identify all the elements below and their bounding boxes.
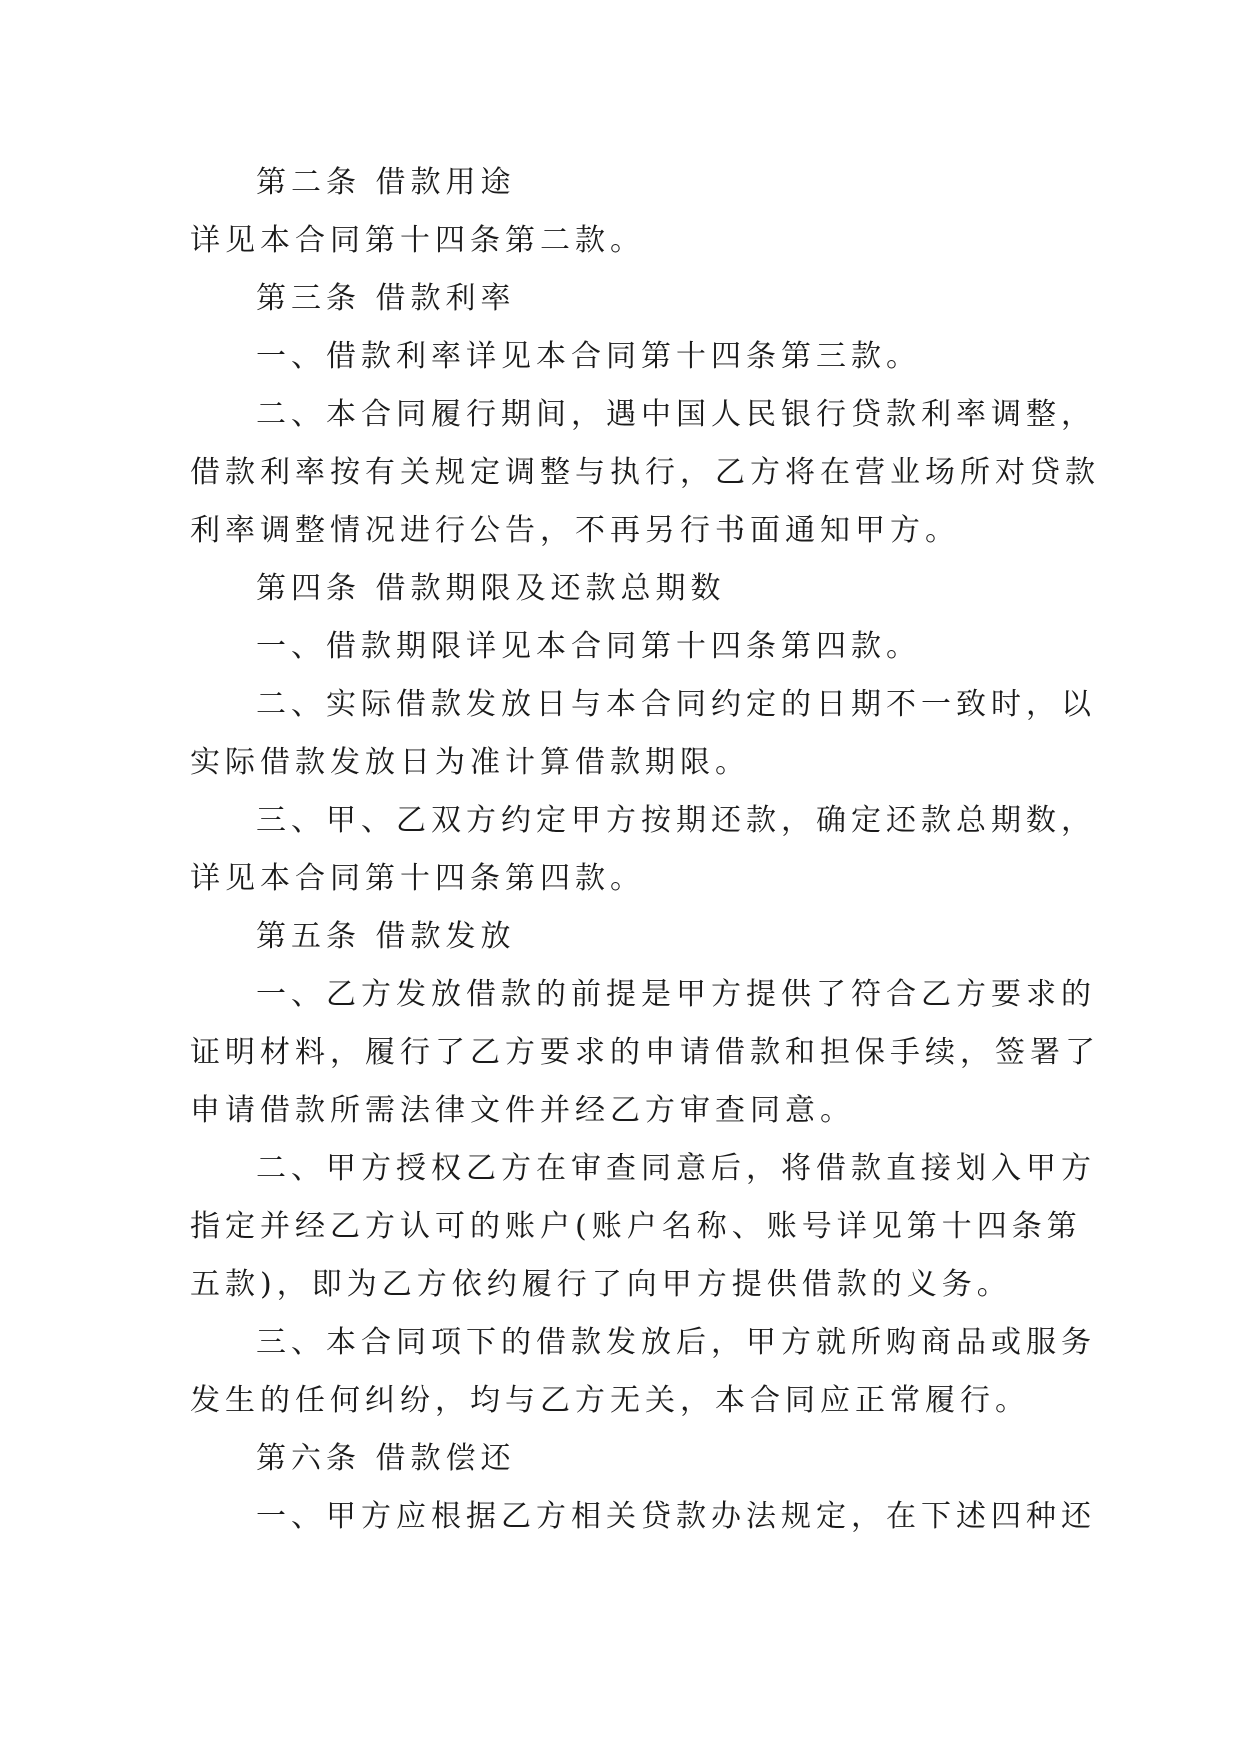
paragraph-line: 一、借款利率详见本合同第十四条第三款。 (256, 339, 921, 374)
paragraph-line: 三、本合同项下的借款发放后，甲方就所购商品或服务 (256, 1325, 1096, 1360)
paragraph-line: 借款利率按有关规定调整与执行，乙方将在营业场所对贷款 (190, 455, 1100, 490)
paragraph-line: 五款)，即为乙方依约履行了向甲方提供借款的义务。 (190, 1267, 1012, 1302)
article-heading: 第五条 借款发放 (256, 919, 516, 954)
paragraph-line: 详见本合同第十四条第四款。 (190, 861, 645, 896)
paragraph-line: 二、本合同履行期间，遇中国人民银行贷款利率调整， (256, 397, 1096, 432)
paragraph-line: 利率调整情况进行公告，不再另行书面通知甲方。 (190, 513, 960, 548)
paragraph-line: 指定并经乙方认可的账户(账户名称、账号详见第十四条第 (190, 1209, 1082, 1244)
paragraph-line: 证明材料，履行了乙方要求的申请借款和担保手续，签署了 (190, 1035, 1100, 1070)
paragraph-line: 实际借款发放日为准计算借款期限。 (190, 745, 750, 780)
article-heading: 第三条 借款利率 (256, 281, 516, 316)
paragraph-line: 二、甲方授权乙方在审查同意后，将借款直接划入甲方 (256, 1151, 1096, 1186)
paragraph-line: 发生的任何纠纷，均与乙方无关，本合同应正常履行。 (190, 1383, 1030, 1418)
article-heading: 第六条 借款偿还 (256, 1441, 516, 1476)
paragraph-line: 一、借款期限详见本合同第十四条第四款。 (256, 629, 921, 664)
paragraph-line: 一、甲方应根据乙方相关贷款办法规定，在下述四种还 (256, 1499, 1096, 1534)
paragraph-line: 详见本合同第十四条第二款。 (190, 223, 645, 258)
article-heading: 第二条 借款用途 (256, 165, 516, 200)
paragraph-line: 二、实际借款发放日与本合同约定的日期不一致时，以 (256, 687, 1096, 722)
contract-body (190, 154, 1100, 1546)
paragraph-line: 三、甲、乙双方约定甲方按期还款，确定还款总期数， (256, 803, 1096, 838)
paragraph-line: 一、乙方发放借款的前提是甲方提供了符合乙方要求的 (256, 977, 1096, 1012)
article-heading: 第四条 借款期限及还款总期数 (256, 571, 726, 606)
paragraph-line: 申请借款所需法律文件并经乙方审查同意。 (190, 1093, 855, 1128)
